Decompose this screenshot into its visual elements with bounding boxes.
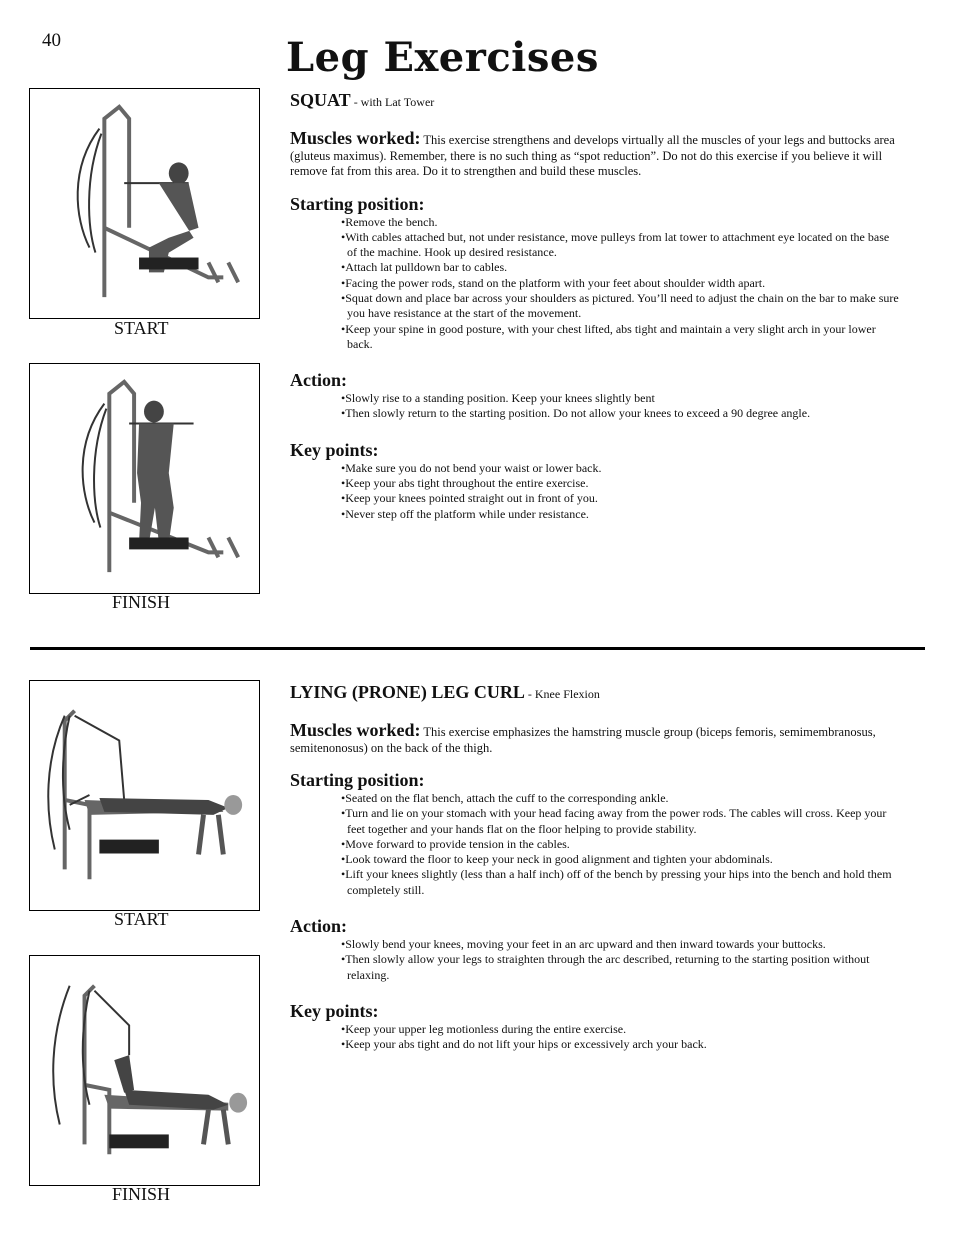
list-item: • Slowly bend your knees, moving your feet in an arc upward and then inward towards your buttocks. bbox=[338, 937, 900, 952]
action-list bbox=[290, 937, 900, 983]
list-item: • Squat down and place bar across your shoulders as pictured. You’ll need to adjust the chain on the bar to make sure you have resistance at the start of the movement. bbox=[338, 291, 900, 322]
exercise-name: LYING (PRONE) LEG CURL - Knee Flexion bbox=[290, 682, 600, 702]
muscles-worked: Muscles worked: This exercise emphasizes the hamstring muscle group (biceps femoris, semimembranosus, semitenonosus) on the back of the thigh. bbox=[290, 720, 876, 755]
starting-list bbox=[290, 215, 900, 353]
leg-curl-finish-caption: FINISH bbox=[112, 1184, 171, 1204]
squat-start-photo bbox=[29, 88, 260, 319]
exercise-name: SQUAT - with Lat Tower bbox=[290, 90, 435, 110]
action-heading: Action: bbox=[290, 916, 347, 937]
leg-curl-section bbox=[290, 682, 900, 1053]
action-list bbox=[290, 391, 900, 422]
list-item: • Then slowly return to the starting position. Do not allow your knees to exceed a 90 degree angle. bbox=[338, 406, 900, 421]
key-points-heading: Key points: bbox=[290, 439, 379, 460]
list-item: • Keep your abs tight and do not lift your hips or excessively arch your back. bbox=[338, 1037, 900, 1052]
list-item: • Keep your spine in good posture, with your chest lifted, abs tight and maintain a very slight arch in your lower back. bbox=[338, 322, 900, 353]
list-item: • Lift your knees slightly (less than a half inch) off of the bench by pressing your hips into the bench and hold them completely still. bbox=[338, 867, 900, 898]
starting-list bbox=[290, 791, 900, 898]
list-item: • Never step off the platform while under resistance. bbox=[338, 507, 900, 522]
list-item: • Then slowly allow your legs to straighten through the arc described, returning to the starting position without relaxing. bbox=[338, 952, 900, 983]
list-item: • Remove the bench. bbox=[338, 215, 900, 230]
page-number: 40 bbox=[42, 30, 61, 51]
list-item: • Make sure you do not bend your waist or lower back. bbox=[338, 461, 900, 476]
list-item: • Attach lat pulldown bar to cables. bbox=[338, 260, 900, 275]
list-item: • Facing the power rods, stand on the platform with your feet about shoulder width apart. bbox=[338, 276, 900, 291]
list-item: • Seated on the flat bench, attach the cuff to the corresponding ankle. bbox=[338, 791, 900, 806]
list-item: • Slowly rise to a standing position. Keep your knees slightly bent bbox=[338, 391, 900, 406]
list-item: • Move forward to provide tension in the cables. bbox=[338, 837, 900, 852]
key-points-list bbox=[290, 461, 900, 522]
list-item: • Turn and lie on your stomach with your head facing away from the power rods. The cables will cross. Keep your feet together and your hands flat on the floor helping to provide stability. bbox=[338, 806, 900, 837]
leg-curl-start-caption: START bbox=[114, 909, 169, 929]
squat-start-caption: START bbox=[114, 318, 169, 338]
starting-heading: Starting position: bbox=[290, 770, 425, 790]
muscles-worked: Muscles worked: This exercise strengthens and develops virtually all the muscles of your legs and buttocks area (gluteus maximus). Remember, there is no such thing as “spot reduction”. Do not do this exercise if you believe it will remove fat from this area. Do it to strengthen and build these muscles. bbox=[290, 128, 895, 178]
list-item: • Look toward the floor to keep your neck in good alignment and tighten your abdominals. bbox=[338, 852, 900, 867]
squat-finish-caption: FINISH bbox=[112, 592, 171, 612]
page-title: Leg Exercises bbox=[286, 34, 599, 81]
starting-heading: Starting position: bbox=[290, 193, 425, 214]
key-points-list bbox=[290, 1022, 900, 1053]
key-points-heading: Key points: bbox=[290, 1000, 379, 1021]
squat-finish-photo bbox=[29, 363, 260, 594]
list-item: • Keep your abs tight throughout the entire exercise. bbox=[338, 476, 900, 491]
squat-section bbox=[290, 90, 900, 522]
list-item: • With cables attached but, not under resistance, move pulleys from lat tower to attachment eye located on the base of the machine. Hook up desired resistance. bbox=[338, 230, 900, 261]
list-item: • Keep your upper leg motionless during the entire exercise. bbox=[338, 1022, 900, 1037]
section-divider bbox=[30, 647, 925, 650]
leg-curl-start-photo bbox=[29, 680, 260, 911]
leg-curl-finish-photo bbox=[29, 955, 260, 1186]
list-item: • Keep your knees pointed straight out in front of you. bbox=[338, 491, 900, 506]
action-heading: Action: bbox=[290, 370, 347, 391]
